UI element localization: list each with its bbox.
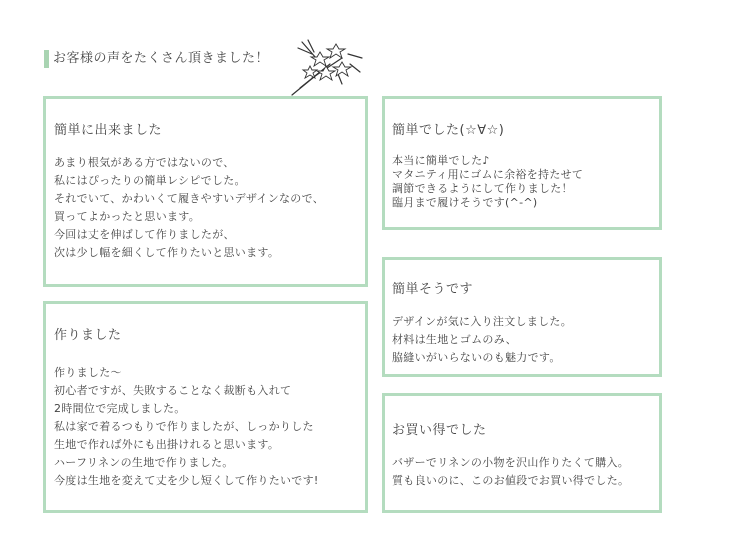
review-title: 簡単そうです [392,282,474,297]
review-line: 作りました～ [54,366,122,379]
review-title: 簡単に出来ました [54,123,163,138]
review-line: 初心者ですが、失敗することなく裁断も入れて [54,384,292,397]
review-title: お買い得でした [392,423,487,438]
review-body [54,154,324,262]
review-line: 今回は丈を伸ばして作りましたが、 [54,228,235,241]
review-line: 今度は生地を変えて丈を少し短くして作りたいです! [54,474,319,487]
review-card-3 [382,96,662,230]
review-card-5 [382,393,662,513]
review-card-4 [382,257,662,377]
review-line: 買ってよかったと思います。 [54,210,201,223]
review-line: バザーでリネンの小物を沢山作りたくて購入。 [392,456,630,469]
review-line: 脇縫いがいらないのも魅力です。 [392,351,561,364]
review-line: それでいて、かわいくて履きやすいデザインなので、 [54,192,324,205]
review-line: 質も良いのに、このお値段でお買い得でした。 [392,474,630,487]
review-body [392,154,583,210]
review-line: 臨月まで履けそうです(^-^) [392,196,538,209]
review-line: 私は家で着るつもりで作りましたが、しっかりした [54,420,314,433]
review-line: 調節できるようにして作りました！ [392,182,573,195]
review-line: 材料は生地とゴムのみ、 [392,333,517,346]
review-line: マタニティ用にゴムに余裕を持たせて [392,168,584,181]
review-body [392,454,629,490]
review-line: 私にはぴったりの簡単レシピでした。 [54,174,246,187]
review-card-1 [43,96,368,287]
review-line: 2時間位で完成しました。 [54,402,186,415]
review-line: 生地で作れば外にも出掛けれると思います。 [54,438,280,451]
review-line: あまり根気がある方ではないので、 [54,156,235,169]
review-title: 簡単でした(☆∀☆) [392,123,505,138]
review-title: 作りました [54,328,122,343]
flower-bouquet-icon [290,38,364,96]
page-heading: お客様の声をたくさん頂きました！ [44,50,269,68]
review-body [392,313,572,367]
review-card-2 [43,301,368,513]
review-line: 本当に簡単でした♪ [392,154,490,167]
review-line: デザインが気に入り注文しました。 [392,315,573,328]
review-body [54,364,319,490]
review-line: ハーフリネンの生地で作りました。 [54,456,234,469]
review-line: 次は少し幅を細くして作りたいと思います。 [54,246,280,259]
